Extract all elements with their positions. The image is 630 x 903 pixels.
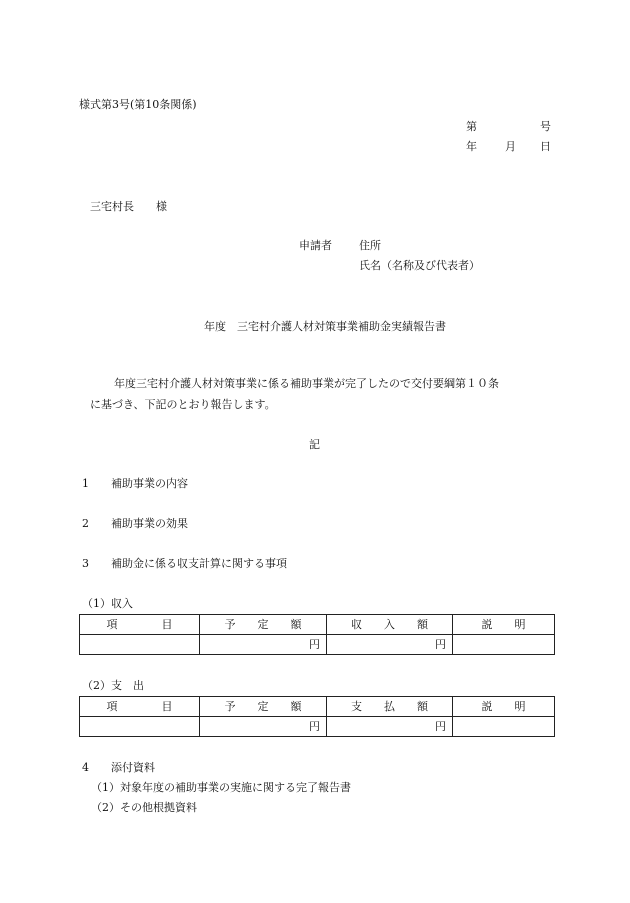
planned-amount-cell[interactable]: 円 bbox=[200, 717, 327, 737]
header-item: 項 目 bbox=[80, 697, 200, 717]
header-description: 説 明 bbox=[453, 697, 555, 717]
day-label: 日 bbox=[540, 140, 551, 153]
attachment-item: （2）その他根拠資料 bbox=[91, 801, 197, 814]
form-number: 様式第3号(第10条関係) bbox=[79, 98, 197, 111]
header-income-amount: 収 入 額 bbox=[327, 615, 453, 635]
section-3: 3 補助金に係る収支計算に関する事項 bbox=[82, 557, 287, 570]
addressee: 三宅村長 様 bbox=[90, 200, 167, 213]
table-header-row bbox=[80, 615, 555, 635]
description-cell[interactable] bbox=[453, 635, 555, 655]
header-description: 説 明 bbox=[453, 615, 555, 635]
description-cell[interactable] bbox=[453, 717, 555, 737]
header-planned-amount: 予 定 額 bbox=[200, 615, 327, 635]
applicant-label: 申請者 bbox=[299, 239, 332, 252]
income-table bbox=[79, 614, 555, 655]
table-row bbox=[80, 635, 555, 655]
table-row bbox=[80, 717, 555, 737]
name-label: 氏名（名称及び代表者） bbox=[359, 259, 480, 272]
header-paid-amount: 支 払 額 bbox=[327, 697, 453, 717]
table-header-row bbox=[80, 697, 555, 717]
item-cell[interactable] bbox=[80, 717, 200, 737]
number-suffix: 号 bbox=[540, 120, 551, 133]
header-planned-amount: 予 定 額 bbox=[200, 697, 327, 717]
year-label: 年 bbox=[466, 140, 477, 153]
section-1: 1 補助事業の内容 bbox=[82, 477, 188, 490]
section-4: 4 添付資料 bbox=[82, 761, 155, 774]
paid-amount-cell[interactable]: 円 bbox=[327, 717, 453, 737]
number-prefix: 第 bbox=[466, 120, 477, 133]
body-line-2: に基づき、下記のとおり報告します。 bbox=[90, 398, 276, 411]
income-amount-cell[interactable]: 円 bbox=[327, 635, 453, 655]
item-cell[interactable] bbox=[80, 635, 200, 655]
attachment-item: （1）対象年度の補助事業の実施に関する完了報告書 bbox=[91, 781, 351, 794]
expense-table bbox=[79, 696, 555, 737]
month-label: 月 bbox=[505, 140, 516, 153]
section-2: 2 補助事業の効果 bbox=[82, 517, 188, 530]
ki-heading: 記 bbox=[309, 438, 320, 451]
document-title: 年度 三宅村介護人材対策事業補助金実績報告書 bbox=[204, 320, 446, 333]
expense-label: （2）支 出 bbox=[82, 679, 144, 692]
planned-amount-cell[interactable]: 円 bbox=[200, 635, 327, 655]
address-label: 住所 bbox=[359, 239, 381, 252]
income-label: （1）収入 bbox=[82, 597, 133, 610]
body-line-1: 年度三宅村介護人材対策事業に係る補助事業が完了したので交付要綱第１０条 bbox=[114, 377, 499, 390]
header-item: 項 目 bbox=[80, 615, 200, 635]
